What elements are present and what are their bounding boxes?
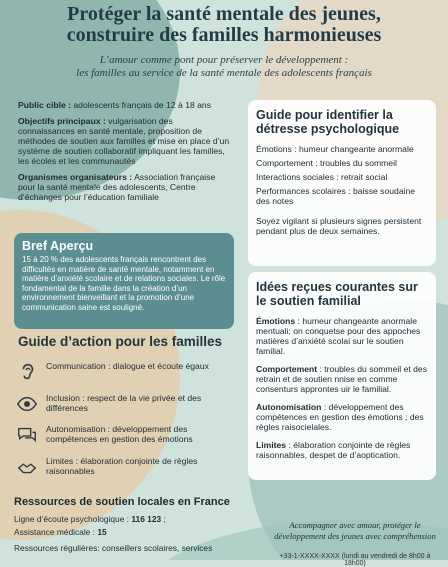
- title-line: construire des familles harmonieuses: [66, 24, 382, 46]
- title-line: Protéger la santé mentale des jeunes,: [67, 3, 381, 25]
- distress-item: Émotions : humeur changeante anormale: [256, 144, 414, 154]
- action-item: [16, 393, 231, 415]
- hands-icon: [16, 456, 38, 478]
- objectives-label: Objectifs principaux :: [18, 116, 106, 126]
- misconceptions-title: Idées reçues courantes sur le soutien familial: [256, 280, 418, 308]
- misconception-text: : troubles du sommeil et des retrain et de soutien nnise en comme consenturs approntes uir le familial.: [256, 364, 427, 394]
- closing-line: Accompagner avec amour, protéger le: [289, 520, 421, 530]
- misconception-label: Limites: [256, 440, 287, 450]
- overview-box: [14, 233, 234, 329]
- misconception-label: Émotions: [256, 316, 296, 326]
- organizers-label: Organismes organisateurs :: [18, 172, 133, 182]
- misconception-item: [256, 440, 428, 460]
- misconception-label: Autonomisation: [256, 402, 322, 412]
- organizers-value: Association française pour la santé mentale des adolescents, Centre d’échanges pour l’éducation familiale: [18, 172, 216, 202]
- resource-value[interactable]: 116 123: [131, 514, 162, 524]
- misconception-label: Comportement: [256, 364, 318, 374]
- distress-item: Performances scolaires : baisse soudaine des notes: [256, 186, 416, 206]
- subtitle-line: L’amour comme pont pour préserver le développement :: [99, 54, 349, 66]
- action-text: Communication : dialogue et écoute égaux: [46, 361, 209, 371]
- action-text: Autonomisation : développement des compétences en gestion des émotions: [46, 424, 193, 445]
- resource-suffix: ;: [161, 514, 166, 524]
- chat-icon: [16, 424, 38, 446]
- resource-line: [14, 527, 248, 537]
- meta-info: [18, 100, 230, 208]
- resources-title: Ressources de soutien locales en France: [14, 496, 230, 508]
- closing-line: développement des jeunes avec compréhension: [274, 530, 436, 541]
- distress-item: Comportement : troubles du sommeil: [256, 158, 397, 168]
- public-row: [18, 100, 230, 110]
- misconception-text: : humeur changeante anormale mentuali; on conquetse pour des appoches matières d’anxiété scolai sur le soutien familial.: [256, 316, 421, 356]
- resource-line: Ressources régulières: conseillers scolaires, services: [14, 543, 213, 553]
- misconceptions-card: [248, 272, 436, 480]
- action-text: Inclusion : respect de la vie privée et des différences: [46, 393, 202, 414]
- phone-info: +33-1-XXXX-XXXX (lundi au vendredi de 8h00 à 18h00): [279, 553, 431, 567]
- overview-text: 15 à 20 % des adolescents français rencontrent des difficultés en matière de santé mentale, notamment en matière d’anxiété scolaire et de relations sociales. Le rôle fondamental de la famille dans la création d’un environnement bienveillant et la promotion d’une communication saine est souligné.: [22, 255, 226, 312]
- overview-title: Bref Aperçu: [22, 239, 94, 253]
- action-item: [16, 456, 231, 478]
- misconception-item: [256, 316, 428, 356]
- resource-value[interactable]: 15: [97, 527, 107, 537]
- misconception-item: [256, 364, 428, 394]
- action-text: Limites : élaboration conjointe de règles raisonnables: [46, 456, 198, 477]
- family-guide-title: Guide d’action pour les familles: [18, 334, 223, 349]
- organizers-row: [18, 172, 230, 202]
- public-label: Public cible :: [18, 100, 72, 110]
- misconception-item: [256, 402, 428, 432]
- distress-guide-title: Guide pour identifier la détresse psychologique: [256, 108, 400, 136]
- resource-label: Ligne d’écoute psychologique :: [14, 514, 132, 524]
- objectives-value: vulgarisation des connaissances en santé mentale, proposition de méthodes de soutien aux familles et mise en place d’un système de soutien collaboratif impliquant les familles, les écoles et les communautés: [18, 116, 230, 166]
- distress-item: Interactions sociales : retrait social: [256, 172, 388, 182]
- public-value: adolescents français de 12 à 18 ans: [73, 100, 211, 110]
- objectives-row: [18, 116, 230, 166]
- subtitle-line: les familles au service de la santé mentale des adolescents français: [76, 67, 372, 79]
- resource-label: Assistance médicale :: [14, 527, 98, 537]
- ear-icon: [16, 361, 38, 383]
- misconception-text: : élaboration conjointe de règles raisonnables, despet de d’aoptication.: [256, 440, 411, 460]
- distress-note: Soyez vigilant si plusieurs signes persistent pendant plus de deux semaines.: [256, 216, 422, 236]
- resource-line: [14, 514, 248, 524]
- eye-icon: [16, 393, 38, 415]
- misconception-text: : développement des compétences en gestion des émotions ; des règles raisocielales.: [256, 402, 424, 432]
- page-subtitle: [18, 54, 430, 80]
- resources-section: [14, 496, 248, 556]
- closing-message: [270, 520, 440, 541]
- page-title: [0, 4, 448, 46]
- action-item: [16, 361, 231, 383]
- distress-guide-card: [248, 100, 436, 266]
- action-item: [16, 424, 231, 446]
